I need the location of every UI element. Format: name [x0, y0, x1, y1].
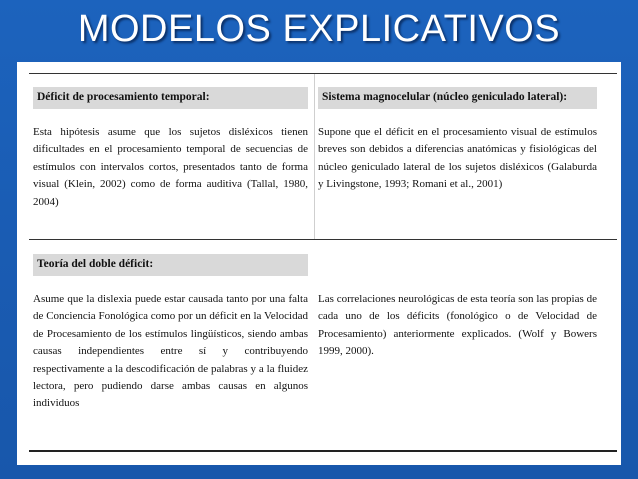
- cell-text: Las correlaciones neurológicas de esta teoría son las propias de cada uno de los déficits (fonológico o de Velocidad de Procesamiento) anteriormente explicados. (Wolf y Bowers 1999, 2000).: [318, 293, 597, 358]
- cell-magnocellular-system: [318, 87, 597, 194]
- table-top-rule: [29, 73, 617, 74]
- content-panel: [17, 62, 621, 465]
- cell-text: Asume que la dislexia puede estar causada tanto por una falta de Conciencia Fonológica como por un déficit en la Velocidad de Procesamiento de los estímulos lingüísticos, siendo ambas causas independientes entre sí y contribuyendo respectivamente a la descodificación de palabras y a la fluidez lectora, pero pudiendo darse ambas causas en algunos individuos: [33, 293, 308, 410]
- table-bottom-rule: [29, 450, 617, 452]
- table-middle-rule: [29, 239, 617, 240]
- cell-text: Supone que el déficit en el procesamiento visual de estímulos breves son debidos a diferencias anatómicas y fisiológicas del núcleo geniculado lateral de los sujetos disléxicos (Galaburda y Livingstone, 1993; Romani et al., 2001): [318, 126, 597, 191]
- table-column-divider: [314, 74, 315, 239]
- cell-neurological-correlations: [318, 254, 597, 361]
- cell-temporal-deficit: [33, 87, 308, 211]
- cell-heading: Sistema magnocelular (núcleo geniculado lateral):: [318, 87, 597, 109]
- cell-heading: Teoría del doble déficit:: [33, 254, 308, 276]
- cell-heading: Déficit de procesamiento temporal:: [33, 87, 308, 109]
- cell-text: Esta hipótesis asume que los sujetos disléxicos tienen dificultades en el procesamiento temporal de secuencias de estímulos con intervalos cortos, presentados tanto de forma visual (Klein, 2002) como de forma auditiva (Tallal, 1980, 2004): [33, 126, 308, 208]
- cell-double-deficit: [33, 254, 308, 413]
- slide-title: MODELOS EXPLICATIVOS: [77, 8, 561, 50]
